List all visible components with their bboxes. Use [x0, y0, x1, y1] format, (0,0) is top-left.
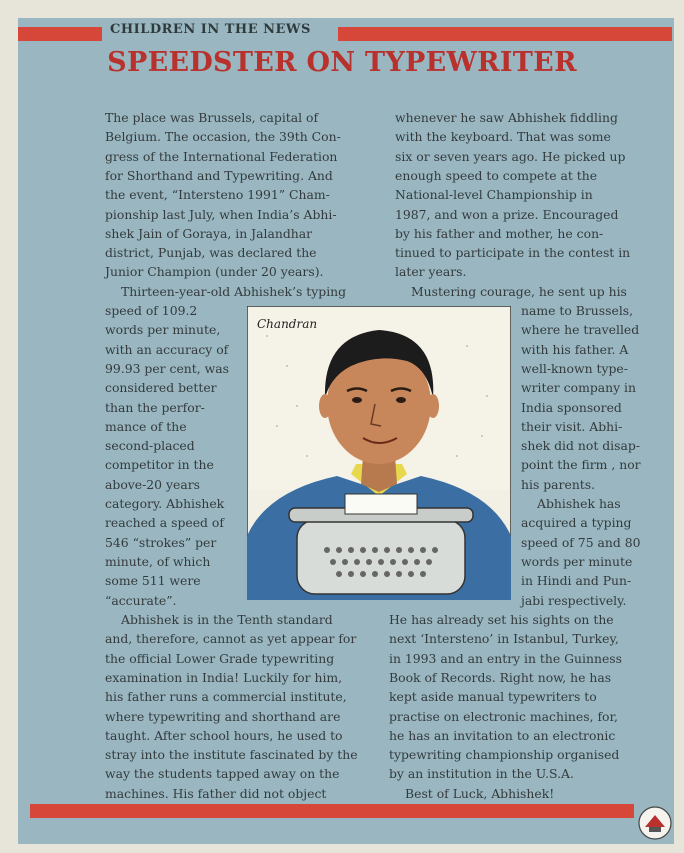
- text-line: The place was Brussels, capital of: [105, 110, 319, 125]
- text-line: the event, “Intersteno 1991” Cham-: [105, 187, 330, 203]
- text-line: in Hindi and Pun-: [521, 573, 632, 589]
- text-line: 546 “strokes” per: [105, 534, 217, 550]
- text-line: words per minute,: [105, 322, 221, 338]
- text-line: where he travelled: [521, 322, 640, 338]
- text-line: Junior Champion (under 20 years).: [105, 264, 324, 280]
- text-line: National-level Championship in: [395, 187, 593, 203]
- text-line: the official Lower Grade typewriting: [105, 650, 335, 666]
- text-line: where typewriting and shorthand are: [105, 708, 341, 724]
- text-line: speed of 75 and 80: [521, 534, 641, 550]
- text-line: 1987, and won a prize. Encouraged: [395, 206, 619, 222]
- text-line: six or seven years ago. He picked up: [395, 148, 626, 164]
- text-line: district, Punjab, was declared the: [105, 245, 317, 261]
- text-line: next ‘Intersteno’ in Istanbul, Turkey,: [389, 631, 619, 647]
- illustration-signature: Chandran: [257, 317, 318, 331]
- text-line: competitor in the: [105, 457, 214, 473]
- boy-typewriter-illustration: [247, 306, 511, 600]
- section-label: CHILDREN IN THE NEWS: [110, 22, 311, 37]
- text-line: than the perfor-: [105, 399, 205, 415]
- text-line: shek Jain of Goraya, in Jalandhar: [105, 225, 313, 241]
- text-line: taught. After school hours, he used to: [105, 727, 343, 743]
- text-line: point the firm , nor: [521, 457, 641, 473]
- text-line: reached a speed of: [105, 515, 224, 531]
- text-line: mance of the: [105, 418, 187, 434]
- top-bar-right: [338, 27, 672, 41]
- text-line: their visit. Abhi-: [521, 418, 623, 434]
- text-line: Abhishek is in the Tenth standard: [121, 612, 333, 627]
- text-line: typewriting championship organised: [389, 747, 620, 763]
- text-line: gress of the International Federation: [105, 148, 338, 164]
- text-line: practise on electronic machines, for,: [389, 708, 618, 724]
- text-line: in 1993 and an entry in the Guinness: [389, 650, 623, 666]
- text-line: speed of 109.2: [105, 303, 198, 318]
- text-line: “accurate”.: [105, 592, 177, 608]
- text-line: his father runs a commercial institute,: [105, 689, 347, 705]
- text-line: tinued to participate in the contest in: [395, 245, 631, 261]
- text-line: writer company in: [521, 380, 636, 396]
- text-line: machines. His father did not object: [105, 785, 327, 801]
- text-line: enough speed to compete at the: [395, 167, 598, 183]
- text-line: words per minute: [521, 553, 633, 569]
- text-line: well-known type-: [521, 360, 628, 376]
- text-line: 99.93 per cent, was: [105, 360, 229, 376]
- text-line: some 511 were: [105, 573, 201, 589]
- text-line: examination in India! Luckily for him,: [105, 669, 343, 685]
- text-line: he has an invitation to an electronic: [389, 727, 616, 743]
- top-bar-left: [18, 27, 102, 41]
- text-line: second-placed: [105, 438, 195, 454]
- text-line: way the students tapped away on the: [105, 766, 340, 782]
- text-line: considered better: [105, 380, 217, 396]
- text-line: He has already set his sights on the: [389, 612, 614, 627]
- text-line: name to Brussels,: [521, 303, 634, 318]
- text-line: Best of Luck, Abhishek!: [405, 785, 555, 801]
- text-line: stray into the institute fascinated by the: [105, 747, 358, 763]
- publisher-logo-icon: [637, 805, 673, 841]
- text-line: acquired a typing: [521, 515, 632, 531]
- text-line: pionship last July, when India’s Abhi-: [105, 206, 337, 222]
- text-line: minute, of which: [105, 553, 211, 569]
- headline: SPEEDSTER ON TYPEWRITER: [107, 47, 577, 78]
- text-line: India sponsored: [521, 399, 622, 415]
- text-line: Book of Records. Right now, he has: [389, 669, 612, 685]
- bottom-bar: [30, 804, 634, 818]
- text-line: with an accuracy of: [105, 341, 229, 357]
- text-line: for Shorthand and Typewriting. And: [105, 167, 333, 183]
- text-line: kept aside manual typewriters to: [389, 689, 597, 705]
- text-line: shek did not disap-: [521, 438, 640, 454]
- text-line: Thirteen-year-old Abhishek’s typing: [121, 283, 347, 299]
- text-line: by his father and mother, he con-: [395, 225, 604, 241]
- text-line: by an institution in the U.S.A.: [389, 766, 574, 782]
- text-line: and, therefore, cannot as yet appear for: [105, 631, 357, 647]
- text-line: Abhishek has: [537, 496, 621, 511]
- text-line: with his father. A: [521, 341, 629, 357]
- text-line: category. Abhishek: [105, 496, 225, 511]
- text-line: with the keyboard. That was some: [395, 129, 611, 145]
- text-line: jabi respectively.: [521, 592, 627, 608]
- text-line: later years.: [395, 264, 467, 280]
- text-line: whenever he saw Abhishek fiddling: [395, 110, 618, 125]
- text-line: Mustering courage, he sent up his: [411, 283, 627, 299]
- text-line: Belgium. The occasion, the 39th Con-: [105, 129, 341, 145]
- text-line: above-20 years: [105, 476, 201, 492]
- text-line: his parents.: [521, 476, 596, 492]
